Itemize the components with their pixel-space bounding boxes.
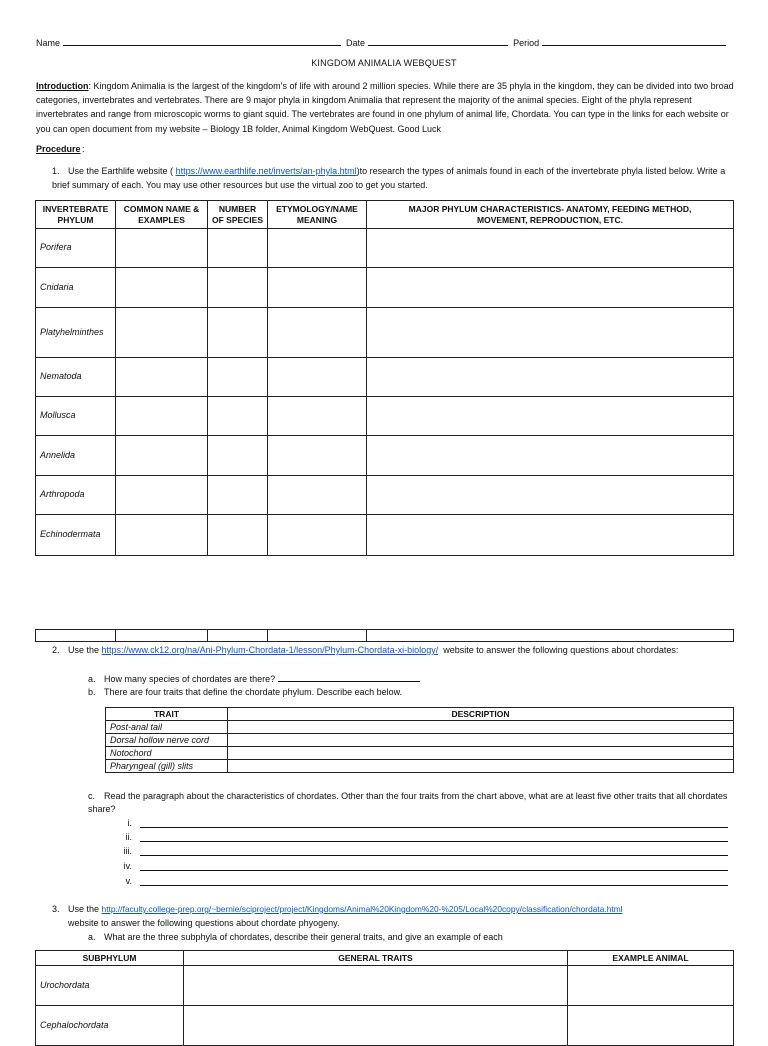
answer-cell[interactable] [116, 436, 208, 476]
answer-cell[interactable] [208, 436, 268, 476]
roman-numeral: iii. [123, 846, 132, 856]
answer-cell[interactable] [367, 476, 734, 515]
answer-cell[interactable] [116, 358, 208, 397]
roman-numeral: ii. [125, 832, 132, 842]
table-header-row [36, 201, 734, 229]
col-header-description: DESCRIPTION [228, 708, 734, 721]
subphylum-name: Urochordata [36, 966, 184, 1006]
name-label: Name [36, 38, 61, 48]
table-row [36, 966, 734, 1006]
answer-line[interactable] [140, 844, 728, 856]
table-row [106, 734, 734, 747]
answer-cell[interactable] [367, 308, 734, 358]
table-row [106, 760, 734, 773]
trait-name: Pharyngeal (gill) slits [106, 760, 228, 773]
question-2c-text: Read the paragraph about the characteristics of chordates. Other than the four traits from the chart above, what are at least five other traits that all chordates share? [88, 791, 728, 814]
table-row [36, 515, 734, 556]
answer-cell[interactable] [568, 966, 734, 1006]
trait-name: Post-anal tail [106, 721, 228, 734]
answer-cell[interactable] [208, 476, 268, 515]
chordate-traits-table [105, 707, 734, 773]
answer-cell[interactable] [208, 397, 268, 436]
phylum-name: Porifera [36, 229, 116, 268]
table-row [36, 358, 734, 397]
col-header-common-name: COMMON NAME & EXAMPLES [116, 201, 208, 229]
step-3-number: 3. [52, 904, 60, 914]
col-header-trait: TRAIT [106, 708, 228, 721]
phylum-name: Mollusca [36, 397, 116, 436]
subphylum-table [35, 950, 734, 1046]
table-row [36, 397, 734, 436]
question-3a-text: What are the three subphyla of chordates, describe their general traits, and give an example of each [104, 932, 503, 942]
table-row [106, 747, 734, 760]
question-3a [88, 931, 503, 944]
answer-cell[interactable] [568, 1006, 734, 1046]
table-header-row [36, 951, 734, 966]
table-header-row [106, 708, 734, 721]
answer-cell[interactable] [208, 630, 268, 642]
answer-cell[interactable] [268, 397, 367, 436]
answer-cell[interactable] [268, 308, 367, 358]
table-row [36, 308, 734, 358]
introduction-text: : Kingdom Animalia is the largest of the kingdom’s of life with around 2 million species. While there are 35 phyla in the kingdom, they can be divided into two broad categories, invertebrates and vertebrates. There are 9 major phyla in kingdom Animalia that represent the majority of the animal species. Eight of the phyla represent invertebrates and range from microscopic worms to giant squid. The vertebrates are found in one phylum of animal life, Chordata. You can type in the links for each website or you can open document from my website – Biology 1B folder, Animal Kingdom WebQuest. Good Luck [36, 81, 734, 134]
answer-line[interactable] [140, 816, 728, 828]
step-2-number: 2. [52, 645, 60, 655]
answer-cell[interactable] [228, 760, 734, 773]
table-continuation-row [35, 629, 734, 642]
col-header-subphylum: SUBPHYLUM [36, 951, 184, 966]
answer-cell[interactable] [116, 515, 208, 556]
answer-cell[interactable] [184, 1006, 568, 1046]
earthlife-link[interactable]: https://www.earthlife.net/inverts/an-phyla.html [175, 166, 357, 176]
table-row [36, 476, 734, 515]
introduction-label: Introduction [36, 81, 89, 91]
answer-cell[interactable] [208, 358, 268, 397]
ck12-link[interactable]: https://www.ck12.org/na/Ani-Phylum-Chordata-1/lesson/Phylum-Chordata-xi-biology/ [101, 645, 439, 655]
question-2a-text: How many species of chordates are there? [104, 674, 276, 684]
step-3 [52, 902, 742, 930]
answer-cell[interactable] [184, 966, 568, 1006]
invertebrate-phyla-table [35, 200, 734, 556]
answer-cell[interactable] [116, 630, 208, 642]
phylum-name: Nematoda [36, 358, 116, 397]
faculty-link[interactable]: http://faculty.college-prep.org/~bernie/sciproject/project/Kingdoms/Animal%20Kingdom%20-%205/Local%20copy/classification/chordata.html [101, 904, 623, 914]
col-header-characteristics: MAJOR PHYLUM CHARACTERISTICS- ANATOMY, FEEDING METHOD, MOVEMENT, REPRODUCTION, ETC. [367, 201, 734, 229]
step-3-text-before: Use the [68, 904, 100, 914]
subphylum-name: Cephalochordata [36, 1006, 184, 1046]
answer-cell[interactable] [367, 630, 734, 642]
answer-line[interactable] [140, 874, 728, 886]
table-row [36, 436, 734, 476]
question-2c [88, 790, 728, 816]
answer-cell[interactable] [367, 268, 734, 308]
answer-cell[interactable] [367, 397, 734, 436]
answer-cell[interactable] [116, 229, 208, 268]
answer-cell[interactable] [208, 268, 268, 308]
answer-cell[interactable] [36, 630, 116, 642]
answer-cell[interactable] [268, 229, 367, 268]
answer-line[interactable] [140, 830, 728, 842]
date-field[interactable] [368, 36, 508, 46]
table-row [106, 721, 734, 734]
procedure-label: Procedure [36, 144, 81, 154]
answer-cell[interactable] [367, 229, 734, 268]
roman-numeral: v. [125, 876, 132, 886]
answer-cell[interactable] [268, 476, 367, 515]
answer-cell[interactable] [268, 515, 367, 556]
answer-cell[interactable] [208, 229, 268, 268]
trait-name: Dorsal hollow nerve cord [106, 734, 228, 747]
step-2-text-before: Use the [68, 645, 100, 655]
answer-cell[interactable] [268, 630, 367, 642]
question-3a-label: a. [88, 932, 96, 942]
answer-cell[interactable] [367, 436, 734, 476]
answer-cell[interactable] [116, 397, 208, 436]
answer-cell[interactable] [208, 308, 268, 358]
answer-cell[interactable] [367, 358, 734, 397]
header-row [36, 36, 736, 50]
answer-cell[interactable] [367, 515, 734, 556]
page-title: KINGDOM ANIMALIA WEBQUEST [311, 58, 457, 68]
col-header-etymology: ETYMOLOGY/NAME MEANING [268, 201, 367, 229]
answer-cell[interactable] [228, 734, 734, 747]
col-header-number-of-species: NUMBER OF SPECIES [208, 201, 268, 229]
answer-cell[interactable] [268, 268, 367, 308]
table-row [36, 268, 734, 308]
answer-cell[interactable] [268, 358, 367, 397]
phylum-name: Annelida [36, 436, 116, 476]
table-row [36, 229, 734, 268]
step-2-text-after: website to answer the following questions about chordates: [443, 645, 679, 655]
answer-cell[interactable] [116, 476, 208, 515]
answer-cell[interactable] [228, 747, 734, 760]
question-2a [88, 672, 420, 686]
introduction-paragraph [36, 79, 734, 136]
step-3-text-after: website to answer the following questions about chordate phyogeny. [68, 918, 340, 928]
trait-name: Notochord [106, 747, 228, 760]
roman-numeral: i. [127, 818, 132, 828]
question-2a-label: a. [88, 674, 96, 684]
answer-cell[interactable] [116, 308, 208, 358]
phylum-name: Cnidaria [36, 268, 116, 308]
answer-cell[interactable] [228, 721, 734, 734]
col-header-general-traits: GENERAL TRAITS [184, 951, 568, 966]
procedure-colon: : [82, 144, 85, 154]
col-header-phylum: INVERTEBRATE PHYLUM [36, 201, 116, 229]
question-2b [88, 686, 402, 699]
step-1-number: 1. [52, 166, 60, 176]
step-2 [52, 643, 732, 657]
phylum-name: Echinodermata [36, 515, 116, 556]
phylum-name: Platyhelminthes [36, 308, 116, 358]
answer-cell[interactable] [116, 268, 208, 308]
date-label: Date [346, 38, 366, 48]
period-label: Period [513, 38, 540, 48]
step-1-text-after: )to research the types of animals found in each of the invertebrate phyla listed below. Write a brief summary of each. You may use other resources but use the virtual zoo to get you started. [52, 166, 726, 191]
step-1 [52, 164, 732, 192]
question-2b-label: b. [88, 687, 96, 697]
answer-cell[interactable] [208, 515, 268, 556]
question-2b-text: There are four traits that define the chordate phylum. Describe each below. [104, 687, 403, 697]
species-count-field[interactable] [278, 672, 420, 682]
step-1-text-before: Use the Earthlife website ( [68, 166, 174, 176]
table-row [36, 1006, 734, 1046]
name-field[interactable] [63, 36, 341, 46]
period-field[interactable] [542, 36, 726, 46]
answer-cell[interactable] [268, 436, 367, 476]
phylum-name: Arthropoda [36, 476, 116, 515]
col-header-example-animal: EXAMPLE ANIMAL [568, 951, 734, 966]
answer-line[interactable] [140, 859, 728, 871]
roman-numeral: iv. [123, 861, 132, 871]
question-2c-label: c. [88, 791, 96, 801]
